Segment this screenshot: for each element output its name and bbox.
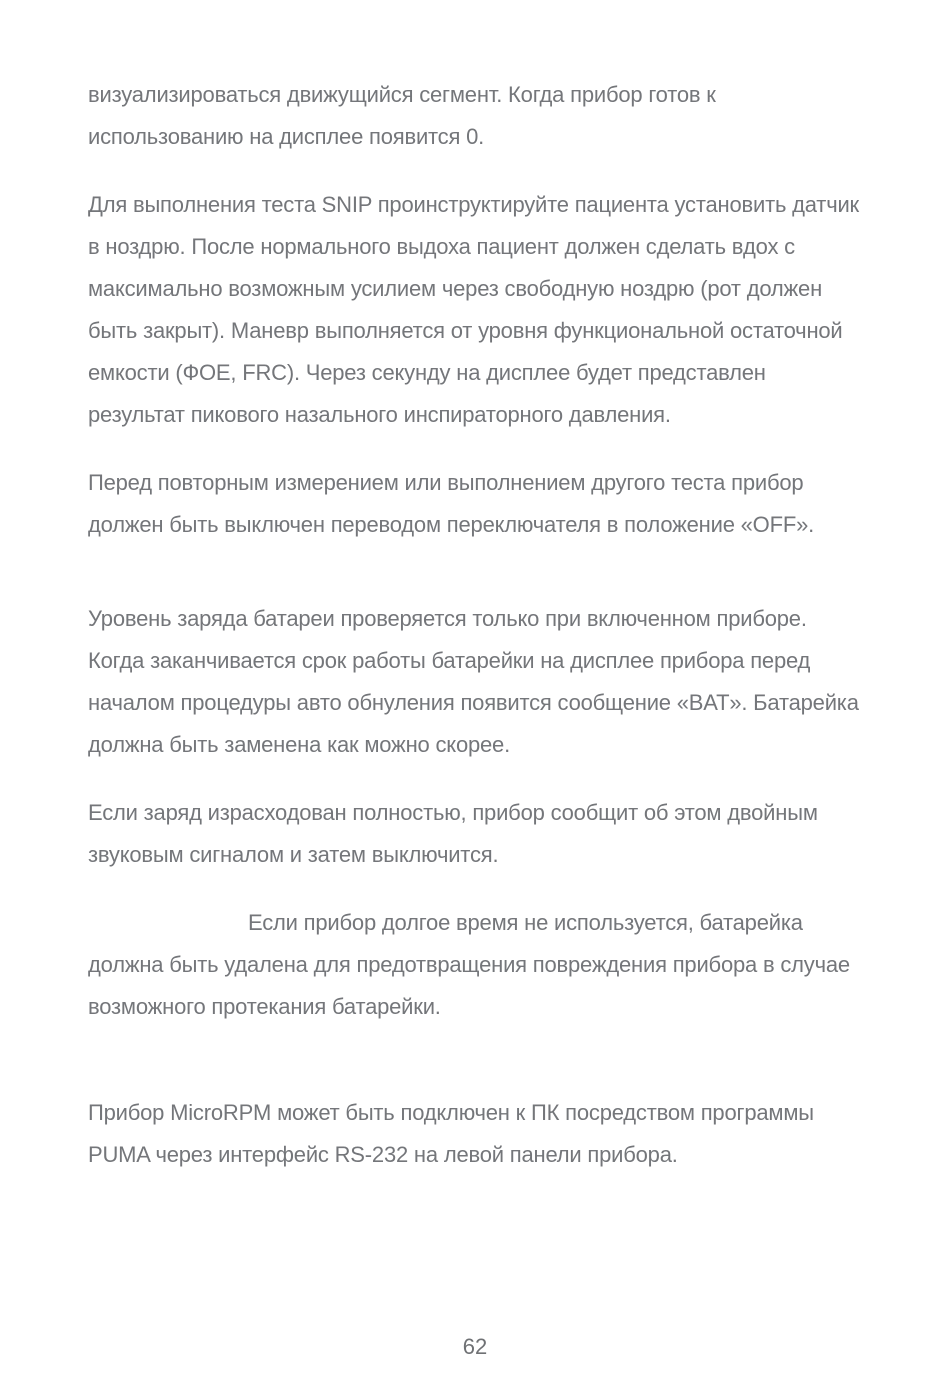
page-body: [88, 74, 866, 1202]
paragraph-snip-test-instructions: Для выполнения теста SNIP проинструктируйте пациента установить датчик в ноздрю. После нормального выдоха пациент должен сделать вдох с максимально возможным усилием через свободную ноздрю (рот должен быть закрыт). Маневр выполняется от уровня функциональной остаточной емкости (ФОЕ, FRC). Через секунду на дисплее будет представлен результат пикового назального инспираторного давления.: [88, 192, 859, 427]
paragraph-battery-depleted-signal: Если заряд израсходован полностью, прибор сообщит об этом двойным звуковым сигналом и затем выключится.: [88, 800, 818, 867]
paragraph-power-off-between-tests: Перед повторным измерением или выполнением другого теста прибор должен быть выключен переводом переключателя в положение «OFF».: [88, 470, 815, 537]
paragraph-battery-level-check: Уровень заряда батареи проверяется только при включенном приборе. Когда заканчивается срок работы батарейки на дисплее прибора перед началом процедуры авто обнуления появится сообщение «BAT». Батарейка должна быть заменена как можно скорее.: [88, 606, 859, 757]
paragraph-pc-connection: Прибор MicroRPM может быть подключен к ПК посредством программы PUMA через интерфейс RS-232 на левой панели прибора.: [88, 1100, 814, 1167]
paragraph-battery-removal-warning: Если прибор долгое время не используется, батарейка должна быть удалена для предотвращения повреждения прибора в случае возможного протекания батарейки.: [88, 910, 850, 1019]
paragraph-display-ready: визуализироваться движущийся сегмент. Когда прибор готов к использованию на дисплее появится 0.: [88, 82, 716, 149]
page-number: 62: [462, 1334, 488, 1359]
